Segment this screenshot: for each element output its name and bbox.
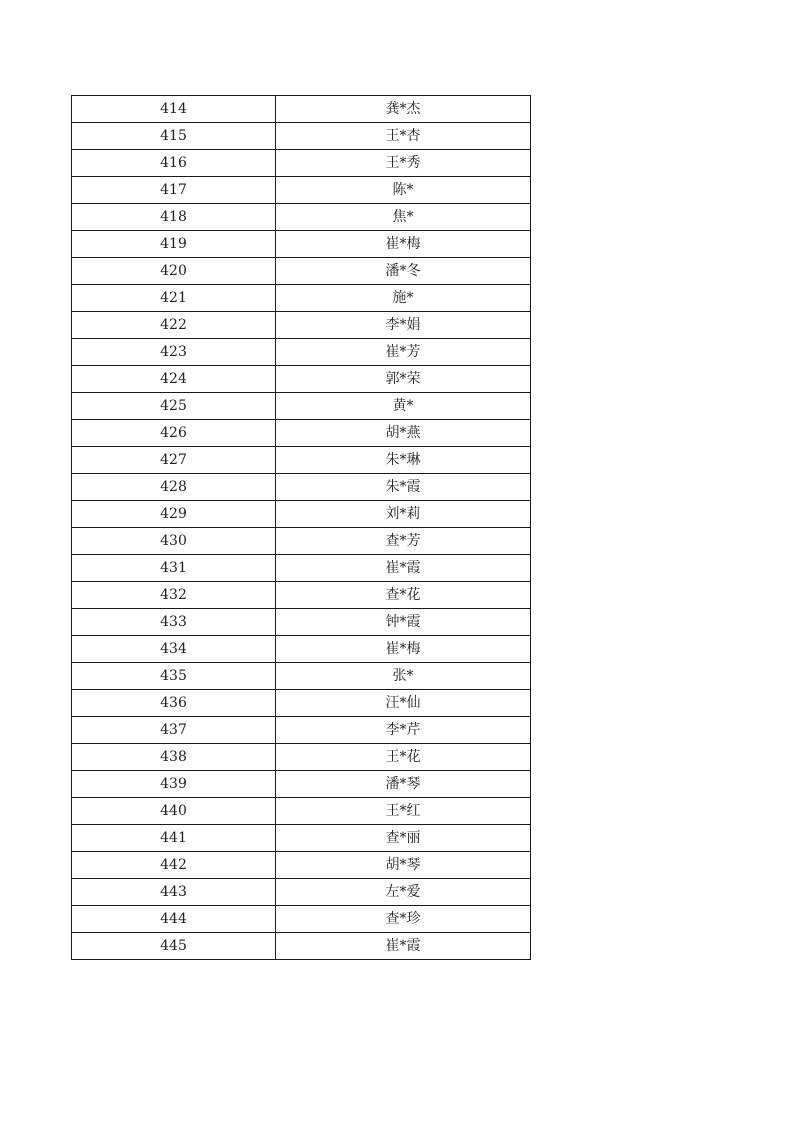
masked-name-cell: 崔*芳 xyxy=(276,339,531,366)
row-number-cell: 445 xyxy=(72,933,276,960)
row-number-cell: 434 xyxy=(72,636,276,663)
table-row xyxy=(72,312,531,339)
table-row xyxy=(72,717,531,744)
row-number-cell: 444 xyxy=(72,906,276,933)
masked-name-cell: 陈* xyxy=(276,177,531,204)
masked-name-cell: 查*珍 xyxy=(276,906,531,933)
row-number-cell: 420 xyxy=(72,258,276,285)
row-number-cell: 426 xyxy=(72,420,276,447)
row-number-cell: 422 xyxy=(72,312,276,339)
row-number-cell: 415 xyxy=(72,123,276,150)
row-number-cell: 429 xyxy=(72,501,276,528)
table-row xyxy=(72,123,531,150)
row-number-cell: 433 xyxy=(72,609,276,636)
masked-name-cell: 查*花 xyxy=(276,582,531,609)
table-row xyxy=(72,339,531,366)
table-row xyxy=(72,744,531,771)
masked-name-cell: 胡*琴 xyxy=(276,852,531,879)
table-row xyxy=(72,933,531,960)
masked-name-cell: 王*花 xyxy=(276,744,531,771)
row-number-cell: 424 xyxy=(72,366,276,393)
row-number-cell: 437 xyxy=(72,717,276,744)
masked-name-cell: 查*丽 xyxy=(276,825,531,852)
table-row xyxy=(72,663,531,690)
row-number-cell: 438 xyxy=(72,744,276,771)
row-number-cell: 428 xyxy=(72,474,276,501)
masked-name-cell: 刘*莉 xyxy=(276,501,531,528)
row-number-cell: 432 xyxy=(72,582,276,609)
masked-name-cell: 崔*霞 xyxy=(276,933,531,960)
row-number-cell: 417 xyxy=(72,177,276,204)
row-number-cell: 416 xyxy=(72,150,276,177)
masked-name-cell: 李*娟 xyxy=(276,312,531,339)
row-number-cell: 425 xyxy=(72,393,276,420)
table-row xyxy=(72,393,531,420)
masked-name-cell: 崔*霞 xyxy=(276,555,531,582)
table-row xyxy=(72,150,531,177)
row-number-cell: 441 xyxy=(72,825,276,852)
table-row xyxy=(72,825,531,852)
table-row xyxy=(72,609,531,636)
table-row xyxy=(72,690,531,717)
masked-name-cell: 汪*仙 xyxy=(276,690,531,717)
row-number-cell: 430 xyxy=(72,528,276,555)
roster-table xyxy=(71,95,531,960)
table-row xyxy=(72,420,531,447)
row-number-cell: 421 xyxy=(72,285,276,312)
roster-table-body xyxy=(72,96,531,960)
table-row xyxy=(72,798,531,825)
masked-name-cell: 钟*霞 xyxy=(276,609,531,636)
table-row xyxy=(72,906,531,933)
row-number-cell: 442 xyxy=(72,852,276,879)
row-number-cell: 435 xyxy=(72,663,276,690)
row-number-cell: 419 xyxy=(72,231,276,258)
table-row xyxy=(72,474,531,501)
masked-name-cell: 崔*梅 xyxy=(276,636,531,663)
row-number-cell: 439 xyxy=(72,771,276,798)
table-row xyxy=(72,258,531,285)
table-row xyxy=(72,366,531,393)
table-row xyxy=(72,177,531,204)
table-row xyxy=(72,528,531,555)
table-row xyxy=(72,285,531,312)
table-row xyxy=(72,555,531,582)
table-row xyxy=(72,231,531,258)
table-row xyxy=(72,879,531,906)
masked-name-cell: 王*杏 xyxy=(276,123,531,150)
masked-name-cell: 黄* xyxy=(276,393,531,420)
table-row xyxy=(72,582,531,609)
table-row xyxy=(72,204,531,231)
roster-sheet xyxy=(71,95,530,960)
masked-name-cell: 崔*梅 xyxy=(276,231,531,258)
masked-name-cell: 胡*燕 xyxy=(276,420,531,447)
row-number-cell: 414 xyxy=(72,96,276,123)
masked-name-cell: 王*秀 xyxy=(276,150,531,177)
row-number-cell: 440 xyxy=(72,798,276,825)
masked-name-cell: 查*芳 xyxy=(276,528,531,555)
masked-name-cell: 龚*杰 xyxy=(276,96,531,123)
row-number-cell: 418 xyxy=(72,204,276,231)
table-row xyxy=(72,852,531,879)
masked-name-cell: 郭*荣 xyxy=(276,366,531,393)
masked-name-cell: 王*红 xyxy=(276,798,531,825)
masked-name-cell: 朱*霞 xyxy=(276,474,531,501)
masked-name-cell: 李*芹 xyxy=(276,717,531,744)
row-number-cell: 431 xyxy=(72,555,276,582)
masked-name-cell: 潘*琴 xyxy=(276,771,531,798)
row-number-cell: 427 xyxy=(72,447,276,474)
table-row xyxy=(72,447,531,474)
masked-name-cell: 焦* xyxy=(276,204,531,231)
table-row xyxy=(72,501,531,528)
masked-name-cell: 左*爱 xyxy=(276,879,531,906)
table-row xyxy=(72,96,531,123)
masked-name-cell: 潘*冬 xyxy=(276,258,531,285)
masked-name-cell: 施* xyxy=(276,285,531,312)
table-row xyxy=(72,771,531,798)
masked-name-cell: 朱*琳 xyxy=(276,447,531,474)
row-number-cell: 443 xyxy=(72,879,276,906)
masked-name-cell: 张* xyxy=(276,663,531,690)
row-number-cell: 423 xyxy=(72,339,276,366)
table-row xyxy=(72,636,531,663)
row-number-cell: 436 xyxy=(72,690,276,717)
